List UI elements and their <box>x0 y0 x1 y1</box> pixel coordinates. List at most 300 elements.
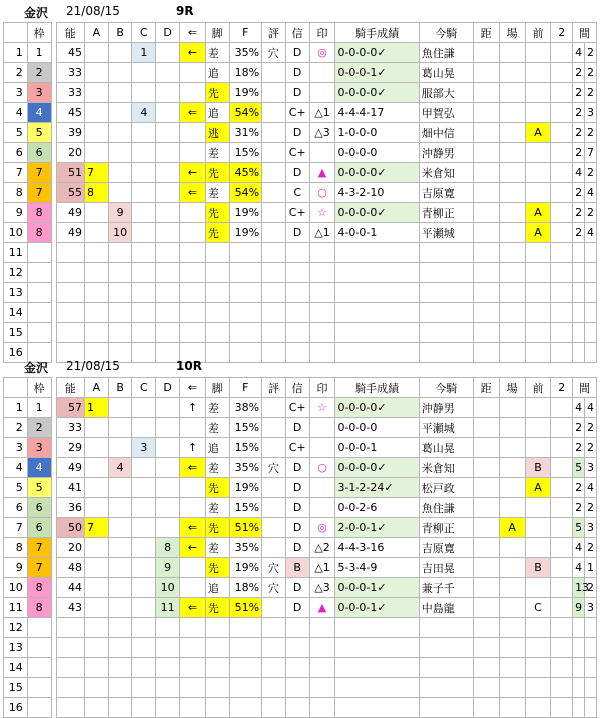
table-row <box>4 638 597 658</box>
interval-2-cell: 2 <box>584 203 596 223</box>
f-percent-cell: 18% <box>229 63 261 83</box>
header-waku-cell: 枠 <box>27 23 51 43</box>
row-number: 14 <box>4 658 28 678</box>
previous-cell <box>525 143 551 163</box>
jockey-name-cell <box>419 323 473 343</box>
waku-cell <box>27 678 51 698</box>
jockey-name-cell: 甲賀弘 <box>419 103 473 123</box>
jockey-record-cell: 0-0-0-1 <box>335 438 419 458</box>
interval-1-cell: 2 <box>573 183 585 203</box>
mark-cell <box>309 283 335 303</box>
interval-2-cell: 2 <box>584 418 596 438</box>
f-percent-cell: 38% <box>229 398 261 418</box>
waku-cell: 6 <box>27 518 51 538</box>
jockey-name-cell: 米倉知 <box>419 163 473 183</box>
mark-cell <box>309 243 335 263</box>
waku-cell <box>27 638 51 658</box>
rating-cell <box>262 323 286 343</box>
interval-1-cell: 9 <box>573 598 585 618</box>
table-row <box>4 398 597 418</box>
two-cell <box>551 658 573 678</box>
a-cell <box>84 143 108 163</box>
d-cell <box>156 63 180 83</box>
distance-cell <box>473 83 499 103</box>
c-cell <box>132 558 156 578</box>
waku-cell: 4 <box>27 103 51 123</box>
waku-cell: 8 <box>27 598 51 618</box>
a-cell <box>84 123 108 143</box>
previous-cell <box>525 103 551 123</box>
trust-cell: D <box>285 578 309 598</box>
trust-cell: D <box>285 163 309 183</box>
header-track-cell: 場 <box>499 378 525 398</box>
previous-cell <box>525 438 551 458</box>
f-percent-cell <box>229 243 261 263</box>
ability-cell <box>56 283 84 303</box>
row-number: 2 <box>4 418 28 438</box>
two-cell <box>551 263 573 283</box>
interval-2-cell: 4 <box>584 478 596 498</box>
header-mark-cell: 印 <box>309 23 335 43</box>
interval-1-cell <box>573 243 585 263</box>
waku-cell <box>27 618 51 638</box>
distance-cell <box>473 163 499 183</box>
track-cell <box>499 618 525 638</box>
b-cell <box>108 578 132 598</box>
header-mark-cell: 印 <box>309 378 335 398</box>
b-cell: 10 <box>108 223 132 243</box>
interval-2-cell <box>584 698 596 718</box>
a-cell <box>84 498 108 518</box>
ability-cell: 44 <box>56 578 84 598</box>
two-cell <box>551 498 573 518</box>
jockey-name-cell <box>419 283 473 303</box>
two-cell <box>551 223 573 243</box>
rating-cell <box>262 83 286 103</box>
interval-2-cell: 2 <box>584 83 596 103</box>
arrow-cell: ↑ <box>179 438 205 458</box>
two-cell <box>551 418 573 438</box>
jockey-record-cell: 0-0-0-1✓ <box>335 63 419 83</box>
trust-cell: C+ <box>285 203 309 223</box>
b-cell <box>108 638 132 658</box>
rating-cell <box>262 223 286 243</box>
header-track-cell: 場 <box>499 23 525 43</box>
distance-cell <box>473 263 499 283</box>
distance-cell <box>473 183 499 203</box>
two-cell <box>551 458 573 478</box>
b-cell <box>108 558 132 578</box>
a-cell <box>84 83 108 103</box>
leg-type-cell: 差 <box>205 183 229 203</box>
mark-cell <box>309 498 335 518</box>
jockey-record-cell <box>335 698 419 718</box>
distance-cell <box>473 558 499 578</box>
header-d-cell: D <box>156 23 180 43</box>
row-number: 16 <box>4 343 28 363</box>
row-number: 9 <box>4 203 28 223</box>
previous-cell <box>525 263 551 283</box>
jockey-name-cell: 兼子千 <box>419 578 473 598</box>
ability-cell <box>56 243 84 263</box>
trust-cell <box>285 698 309 718</box>
rating-cell <box>262 598 286 618</box>
f-percent-cell: 54% <box>229 103 261 123</box>
previous-cell: A <box>525 123 551 143</box>
a-cell <box>84 323 108 343</box>
row-number: 16 <box>4 698 28 718</box>
jockey-record-cell: 2-0-0-1✓ <box>335 518 419 538</box>
a-cell <box>84 243 108 263</box>
f-percent-cell: 18% <box>229 578 261 598</box>
arrow-cell <box>179 243 205 263</box>
b-cell: 4 <box>108 458 132 478</box>
ability-cell: 50 <box>56 518 84 538</box>
leg-type-cell <box>205 698 229 718</box>
previous-cell <box>525 398 551 418</box>
a-cell <box>84 418 108 438</box>
previous-cell <box>525 578 551 598</box>
b-cell <box>108 438 132 458</box>
d-cell <box>156 678 180 698</box>
jockey-record-cell <box>335 678 419 698</box>
jockey-name-cell: 吉原寛 <box>419 183 473 203</box>
ability-cell: 36 <box>56 498 84 518</box>
waku-cell: 1 <box>27 398 51 418</box>
f-percent-cell: 45% <box>229 163 261 183</box>
f-percent-cell: 19% <box>229 478 261 498</box>
interval-2-cell: 4 <box>584 183 596 203</box>
trust-cell: D <box>285 498 309 518</box>
c-cell <box>132 678 156 698</box>
track-cell <box>499 538 525 558</box>
header-row <box>4 378 597 398</box>
interval-1-cell <box>573 303 585 323</box>
table-row <box>4 678 597 698</box>
header-interval: 間 <box>573 23 597 43</box>
two-cell <box>551 698 573 718</box>
b-cell <box>108 538 132 558</box>
track-cell <box>499 243 525 263</box>
leg-type-cell <box>205 283 229 303</box>
jockey-record-cell: 1-0-0-0 <box>335 123 419 143</box>
table-row <box>4 498 597 518</box>
interval-1-cell: 2 <box>573 203 585 223</box>
two-cell <box>551 43 573 63</box>
d-cell <box>156 618 180 638</box>
ability-cell: 55 <box>56 183 84 203</box>
d-cell: 11 <box>156 598 180 618</box>
waku-cell <box>27 243 51 263</box>
d-cell <box>156 83 180 103</box>
two-cell <box>551 283 573 303</box>
track-cell <box>499 103 525 123</box>
table-row <box>4 63 597 83</box>
jockey-record-cell: 0-0-0-1✓ <box>335 598 419 618</box>
d-cell <box>156 303 180 323</box>
a-cell <box>84 658 108 678</box>
interval-1-cell <box>573 678 585 698</box>
mark-cell: △3 <box>309 578 335 598</box>
d-cell <box>156 638 180 658</box>
arrow-cell: ⇐ <box>179 458 205 478</box>
interval-2-cell: 3 <box>584 518 596 538</box>
jockey-name-cell: 魚住謙 <box>419 498 473 518</box>
interval-2-cell <box>584 658 596 678</box>
c-cell <box>132 183 156 203</box>
two-cell <box>551 183 573 203</box>
rating-cell: 穴 <box>262 578 286 598</box>
c-cell: 4 <box>132 103 156 123</box>
header-two-cell: 2 <box>551 378 573 398</box>
d-cell <box>156 283 180 303</box>
a-cell <box>84 263 108 283</box>
table-row <box>4 323 597 343</box>
header-blank <box>4 378 28 398</box>
track-cell <box>499 418 525 438</box>
interval-2-cell <box>584 263 596 283</box>
rating-cell <box>262 63 286 83</box>
c-cell <box>132 143 156 163</box>
c-cell <box>132 698 156 718</box>
waku-cell <box>27 323 51 343</box>
b-cell <box>108 698 132 718</box>
trust-cell: B <box>285 558 309 578</box>
d-cell <box>156 203 180 223</box>
race-number: 9R <box>176 4 194 18</box>
two-cell <box>551 143 573 163</box>
interval-1-cell: 2 <box>573 143 585 163</box>
mark-cell: △3 <box>309 123 335 143</box>
track-cell <box>499 263 525 283</box>
table-row <box>4 263 597 283</box>
arrow-cell: ← <box>179 163 205 183</box>
jockey-record-cell <box>335 303 419 323</box>
mark-cell: △1 <box>309 558 335 578</box>
header-rating-cell: 評 <box>262 23 286 43</box>
b-cell <box>108 658 132 678</box>
b-cell <box>108 63 132 83</box>
jockey-record-cell: 4-0-0-1 <box>335 223 419 243</box>
leg-type-cell: 差 <box>205 458 229 478</box>
track-cell <box>499 678 525 698</box>
b-cell: 9 <box>108 203 132 223</box>
jockey-name-cell <box>419 618 473 638</box>
row-number: 13 <box>4 638 28 658</box>
ability-cell: 20 <box>56 143 84 163</box>
rating-cell <box>262 143 286 163</box>
mark-cell: △1 <box>309 223 335 243</box>
ability-cell: 33 <box>56 83 84 103</box>
ability-cell: 33 <box>56 418 84 438</box>
interval-1-cell <box>573 323 585 343</box>
previous-cell <box>525 243 551 263</box>
race-header <box>0 355 601 377</box>
interval-1-cell: 2 <box>573 438 585 458</box>
interval-2-cell: 4 <box>584 398 596 418</box>
header-two-cell: 2 <box>551 23 573 43</box>
ability-cell <box>56 638 84 658</box>
d-cell <box>156 143 180 163</box>
interval-2-cell <box>584 638 596 658</box>
a-cell <box>84 638 108 658</box>
interval-1-cell: 5 <box>573 518 585 538</box>
interval-1-cell: 2 <box>573 63 585 83</box>
table-row <box>4 143 597 163</box>
track-cell <box>499 143 525 163</box>
interval-2-cell <box>584 243 596 263</box>
jockey-record-cell: 3-1-2-24✓ <box>335 478 419 498</box>
previous-cell <box>525 183 551 203</box>
leg-type-cell: 追 <box>205 578 229 598</box>
ability-cell: 51 <box>56 163 84 183</box>
leg-type-cell <box>205 678 229 698</box>
jockey-record-cell <box>335 243 419 263</box>
arrow-cell <box>179 143 205 163</box>
arrow-cell <box>179 478 205 498</box>
jockey-record-cell <box>335 638 419 658</box>
rating-cell <box>262 438 286 458</box>
arrow-cell <box>179 323 205 343</box>
c-cell <box>132 478 156 498</box>
header-jockey-name-cell: 今騎 <box>419 23 473 43</box>
arrow-cell <box>179 223 205 243</box>
jockey-name-cell: 葛山晃 <box>419 63 473 83</box>
jockey-record-cell <box>335 618 419 638</box>
jockey-record-cell: 0-0-0-0✓ <box>335 203 419 223</box>
f-percent-cell: 19% <box>229 203 261 223</box>
distance-cell <box>473 438 499 458</box>
c-cell <box>132 123 156 143</box>
track-cell <box>499 83 525 103</box>
waku-cell: 5 <box>27 123 51 143</box>
a-cell: 7 <box>84 518 108 538</box>
previous-cell: A <box>525 478 551 498</box>
interval-1-cell: 2 <box>573 103 585 123</box>
header-b-cell: B <box>108 378 132 398</box>
leg-type-cell: 差 <box>205 143 229 163</box>
waku-cell: 7 <box>27 538 51 558</box>
c-cell <box>132 638 156 658</box>
rating-cell: 穴 <box>262 43 286 63</box>
track-cell <box>499 438 525 458</box>
rating-cell <box>262 243 286 263</box>
rating-cell <box>262 518 286 538</box>
ability-cell <box>56 698 84 718</box>
waku-cell: 2 <box>27 63 51 83</box>
distance-cell <box>473 123 499 143</box>
d-cell <box>156 498 180 518</box>
ability-cell: 39 <box>56 123 84 143</box>
a-cell <box>84 438 108 458</box>
distance-cell <box>473 63 499 83</box>
two-cell <box>551 63 573 83</box>
trust-cell: D <box>285 478 309 498</box>
trust-cell <box>285 263 309 283</box>
jockey-record-cell: 0-0-0-0 <box>335 143 419 163</box>
rating-cell <box>262 263 286 283</box>
d-cell <box>156 518 180 538</box>
header-previous-cell: 前 <box>525 23 551 43</box>
two-cell <box>551 123 573 143</box>
header-blank <box>4 23 28 43</box>
c-cell <box>132 263 156 283</box>
ability-cell: 49 <box>56 223 84 243</box>
jockey-record-cell: 4-4-4-17 <box>335 103 419 123</box>
interval-1-cell: 2 <box>573 418 585 438</box>
header-row <box>4 23 597 43</box>
row-number: 4 <box>4 458 28 478</box>
distance-cell <box>473 498 499 518</box>
mark-cell <box>309 678 335 698</box>
f-percent-cell <box>229 283 261 303</box>
previous-cell <box>525 63 551 83</box>
trust-cell: D <box>285 598 309 618</box>
leg-type-cell <box>205 618 229 638</box>
distance-cell <box>473 598 499 618</box>
rating-cell <box>262 398 286 418</box>
trust-cell <box>285 303 309 323</box>
ability-cell: 33 <box>56 63 84 83</box>
rating-cell <box>262 538 286 558</box>
row-number: 5 <box>4 123 28 143</box>
waku-cell <box>27 303 51 323</box>
f-percent-cell: 15% <box>229 438 261 458</box>
header-ability-cell: 能 <box>56 378 84 398</box>
arrow-cell: ↑ <box>179 398 205 418</box>
ability-cell <box>56 263 84 283</box>
two-cell <box>551 618 573 638</box>
waku-cell: 5 <box>27 478 51 498</box>
arrow-cell <box>179 283 205 303</box>
table-row <box>4 458 597 478</box>
rating-cell <box>262 303 286 323</box>
mark-cell: ☆ <box>309 398 335 418</box>
waku-cell: 3 <box>27 83 51 103</box>
jockey-record-cell: 0-0-2-6 <box>335 498 419 518</box>
previous-cell <box>525 498 551 518</box>
table-row <box>4 183 597 203</box>
d-cell <box>156 103 180 123</box>
trust-cell: D <box>285 63 309 83</box>
interval-1-cell: 2 <box>573 83 585 103</box>
trust-cell: C+ <box>285 143 309 163</box>
mark-cell: ▲ <box>309 163 335 183</box>
track-cell <box>499 303 525 323</box>
b-cell <box>108 398 132 418</box>
rating-cell <box>262 283 286 303</box>
waku-cell: 2 <box>27 418 51 438</box>
d-cell: 9 <box>156 558 180 578</box>
table-row <box>4 418 597 438</box>
waku-cell: 7 <box>27 558 51 578</box>
jockey-record-cell: 0-0-0-0✓ <box>335 83 419 103</box>
f-percent-cell: 19% <box>229 558 261 578</box>
row-number: 7 <box>4 518 28 538</box>
f-percent-cell: 15% <box>229 143 261 163</box>
trust-cell: D <box>285 83 309 103</box>
row-number: 14 <box>4 303 28 323</box>
leg-type-cell: 追 <box>205 103 229 123</box>
rating-cell <box>262 658 286 678</box>
row-number: 12 <box>4 618 28 638</box>
two-cell <box>551 558 573 578</box>
interval-1-cell: 4 <box>573 398 585 418</box>
previous-cell <box>525 43 551 63</box>
ability-cell <box>56 658 84 678</box>
two-cell <box>551 578 573 598</box>
interval-2-cell <box>584 618 596 638</box>
